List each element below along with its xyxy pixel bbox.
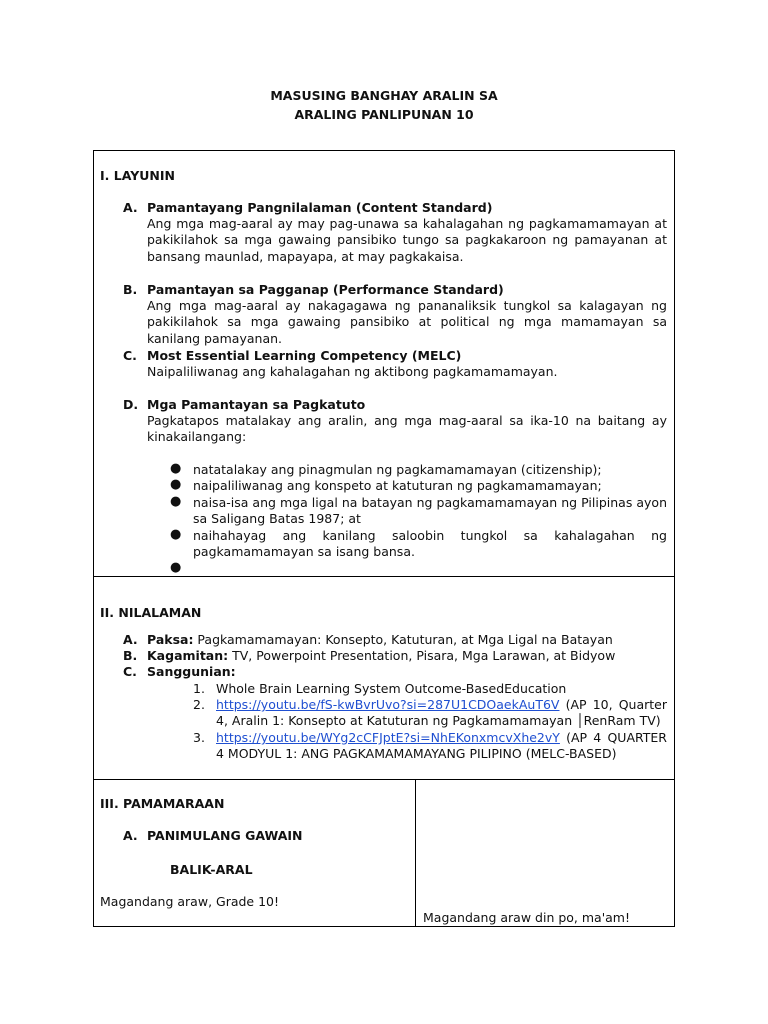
performance-standard-body: Ang mga mag-aaral ay nakagagawa ng pananaliksik tungkol sa kalagayan ng pakikilahok sa mga gawaing pansibiko at political ng mga mamamayan sa kanilang pamayanan. [147,298,667,346]
document-title-line1: MASUSING BANGHAY ARALIN SA [270,88,498,103]
reference-number: 3. [193,730,205,745]
reference-item [216,730,667,763]
bullet-icon: ● [170,560,182,575]
objective-item: naisa-isa ang mga ligal na batayan ng pagkamamamayan ng Pilipinas ayon sa Saligang Batas 1987; at [193,495,667,527]
document-title-line2: ARALING PANLIPUNAN 10 [294,107,474,122]
teacher-greeting: Magandang araw, Grade 10! [100,894,280,909]
reference-number: 2. [193,697,205,712]
learning-standards-body: Pagkatapos matalakay ang aralin, ang mga mag-aaral sa ika-10 na baitang ay kinakailangang: [147,413,667,445]
pamamaraan-student-column [415,779,675,927]
layunin-b-letter: B. [123,282,138,297]
layunin-c-letter: C. [123,348,137,363]
objective-item: naihahayag ang kanilang saloobin tungkol sa kahalagahan ng pagkamamamayan sa isang bansa. [193,528,667,560]
reference-link[interactable]: https://youtu.be/fS-kwBvrUvo?si=287U1CDOaekAuT6V [216,697,560,712]
layunin-heading: I. LAYUNIN [100,168,175,183]
content-standard-body: Ang mga mag-aaral ay may pag-unawa sa kahalagahan ng pagkamamamayan at pakikilahok sa mga gawaing pansibiko tungo sa pagkakaroon ng pamayanan at bansang maunlad, mapayapa, at may pagkakaisa. [147,216,667,264]
kagamitan-value: TV, Powerpoint Presentation, Pisara, Mga Larawan, at Bidyow [228,648,616,663]
reference-description: (AP 4 QUARTER 4 MODYUL 1: ANG PAGKAMAMAMAYANG PILIPINO (MELC-BASED) [216,730,667,762]
balik-aral-heading: BALIK-ARAL [170,862,253,877]
nilalaman-a-letter: A. [123,632,138,647]
nilalaman-heading: II. NILALAMAN [100,605,202,620]
panimulang-gawain-heading: PANIMULANG GAWAIN [147,828,303,843]
paksa-value: Pagkamamamayan: Konsepto, Katuturan, at Mga Ligal na Batayan [193,632,613,647]
bullet-icon: ● [170,527,182,542]
reference-item: Whole Brain Learning System Outcome-BasedEducation [216,681,567,696]
reference-item [216,697,667,730]
melc-heading: Most Essential Learning Competency (MELC) [147,348,462,363]
nilalaman-c-letter: C. [123,664,137,679]
paksa-line [147,632,613,648]
reference-link[interactable]: https://youtu.be/WYg2cCFJptE?si=NhEKonxmcvXhe2vY [216,730,560,745]
nilalaman-b-letter: B. [123,648,138,663]
layunin-d-letter: D. [123,397,139,412]
content-standard-heading: Pamantayang Pangnilalaman (Content Standard) [147,200,493,215]
kagamitan-line [147,648,615,664]
pamamaraan-a-letter: A. [123,828,138,843]
pamamaraan-heading: III. PAMAMARAAN [100,796,225,811]
objective-item: natatalakay ang pinagmulan ng pagkamamamayan (citizenship); [193,462,602,477]
reference-description: (AP 10, Quarter 4, Aralin 1: Konsepto at Katuturan ng Pagkamamamayan │RenRam TV) [216,697,667,729]
melc-body: Naipaliliwanag ang kahalagahan ng aktibong pagkamamamayan. [147,364,558,379]
reference-number: 1. [193,681,205,696]
bullet-icon: ● [170,461,182,476]
performance-standard-heading: Pamantayan sa Pagganap (Performance Standard) [147,282,504,297]
bullet-icon: ● [170,477,182,492]
student-greeting: Magandang araw din po, ma'am! [423,910,630,925]
layunin-a-letter: A. [123,200,138,215]
kagamitan-label: Kagamitan: [147,648,229,663]
paksa-label: Paksa: [147,632,194,647]
learning-standards-heading: Mga Pamantayan sa Pagkatuto [147,397,366,412]
sanggunian-label: Sanggunian: [147,664,236,679]
objective-item: naipaliliwanag ang konspeto at katuturan ng pagkamamamayan; [193,478,602,493]
bullet-icon: ● [170,494,182,509]
